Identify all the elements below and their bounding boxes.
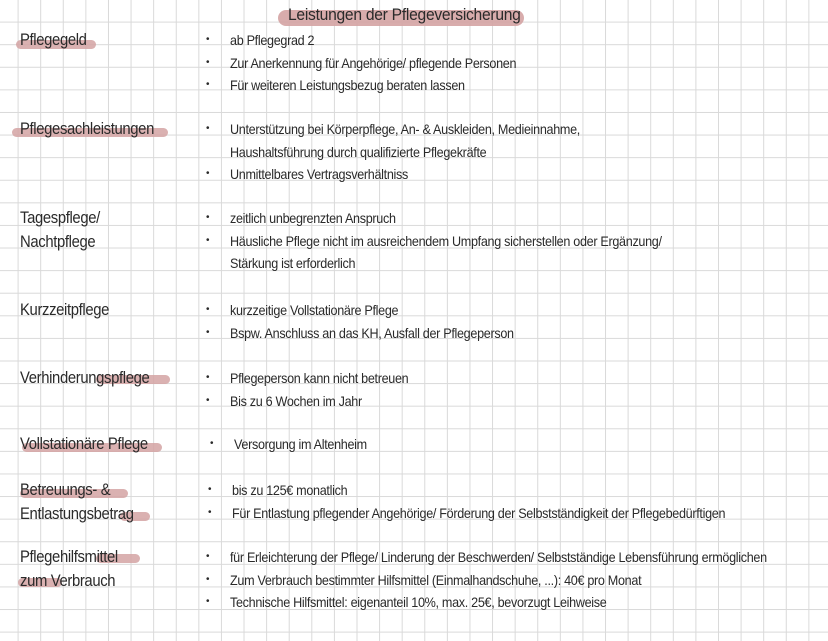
section-label: Kurzzeitpflege bbox=[20, 301, 110, 319]
bullet-icon: • bbox=[206, 372, 210, 383]
list-item: • kurzzeitige Vollstationäre Pflege bbox=[204, 299, 545, 322]
list-item: • Zur Anerkennung für Angehörige/ pflegende Personen bbox=[204, 52, 548, 75]
section-label-line-1: Pflegehilfsmittel bbox=[20, 548, 118, 566]
section-label-line-2: Nachtpflege bbox=[20, 233, 96, 251]
list-item: • Bis zu 6 Wochen im Jahr bbox=[204, 390, 428, 413]
list-item: • für Erleichterung der Pflege/ Linderung der Beschwerden/ Selbstständige Lebensführung ermöglichen bbox=[204, 546, 826, 569]
bullet-list bbox=[204, 207, 710, 275]
bullet-icon: • bbox=[206, 551, 210, 562]
bullet-icon: • bbox=[206, 573, 210, 585]
section-label: Pflegesachleistungen bbox=[20, 120, 154, 138]
section-label: Pflegegeld bbox=[20, 31, 87, 49]
bullet-icon: • bbox=[206, 304, 210, 315]
bullet-icon: • bbox=[206, 34, 210, 45]
bullet-icon: • bbox=[206, 234, 210, 246]
list-item: • Pflegeperson kann nicht betreuen bbox=[204, 367, 428, 390]
bullet-list bbox=[204, 29, 548, 97]
list-item: • bis zu 125€ monatlich bbox=[206, 479, 780, 502]
bullet-list bbox=[204, 118, 619, 186]
section-label-line-2: Entlastungsbetrag bbox=[20, 505, 134, 523]
list-item-continuation: Stärkung ist erforderlich bbox=[230, 255, 356, 272]
list-item: • Zum Verbrauch bestimmter Hilfsmittel (Einmalhandschuhe, ...): 40€ pro Monat bbox=[204, 569, 826, 592]
list-item: • Unterstützung bei Körperpflege, An- & Auskleiden, Medieinnahme, bbox=[204, 118, 619, 141]
bullet-icon: • bbox=[206, 79, 210, 91]
bullet-list bbox=[204, 367, 428, 412]
list-item: • Für weiteren Leistungsbezug beraten lassen bbox=[204, 74, 548, 97]
list-item: • Für Entlastung pflegender Angehörige/ Förderung der Selbstständigkeit der Pflegebedürftigen bbox=[206, 502, 780, 525]
list-item: • Versorgung im Altenheim bbox=[208, 433, 382, 456]
section-label-line-1: Betreuungs- & bbox=[20, 481, 111, 499]
bullet-list bbox=[204, 546, 826, 614]
bullet-icon: • bbox=[208, 484, 212, 495]
list-item: • Technische Hilfsmittel: eigenanteil 10%, max. 25€, bevorzugt Leihweise bbox=[204, 591, 826, 614]
bullet-list bbox=[206, 479, 780, 524]
bullet-icon: • bbox=[206, 56, 210, 68]
bullet-icon: • bbox=[206, 212, 210, 223]
bullet-list bbox=[208, 433, 382, 456]
list-item: • ab Pflegegrad 2 bbox=[204, 29, 548, 52]
bullet-icon: • bbox=[210, 438, 214, 449]
bullet-list bbox=[204, 299, 545, 344]
list-item: • Bspw. Anschluss an das KH, Ausfall der Pflegeperson bbox=[204, 322, 545, 345]
bullet-icon: • bbox=[206, 123, 210, 134]
bullet-icon: • bbox=[206, 168, 210, 180]
section-label: Vollstationäre Pflege bbox=[20, 435, 148, 453]
page-title: Leistungen der Pflegeversicherung bbox=[288, 5, 521, 24]
section-label: Verhinderungspflege bbox=[20, 369, 150, 387]
page-title-container bbox=[278, 5, 524, 27]
section-label-line-2: zum Verbrauch bbox=[20, 572, 116, 590]
list-item: • Unmittelbares Vertragsverhältniss bbox=[204, 163, 619, 186]
bullet-icon: • bbox=[208, 506, 212, 518]
list-item-continuation: Haushaltsführung durch qualifizierte Pflegekräfte bbox=[230, 143, 487, 160]
list-item: • zeitlich unbegrenzten Anspruch bbox=[204, 207, 710, 230]
bullet-icon: • bbox=[206, 326, 210, 338]
bullet-icon: • bbox=[206, 596, 210, 608]
bullet-icon: • bbox=[206, 394, 210, 406]
list-item: • Häusliche Pflege nicht im ausreichendem Umpfang sicherstellen oder Ergänzung/ bbox=[204, 230, 710, 253]
section-label-line-1: Tagespflege/ bbox=[20, 209, 100, 227]
